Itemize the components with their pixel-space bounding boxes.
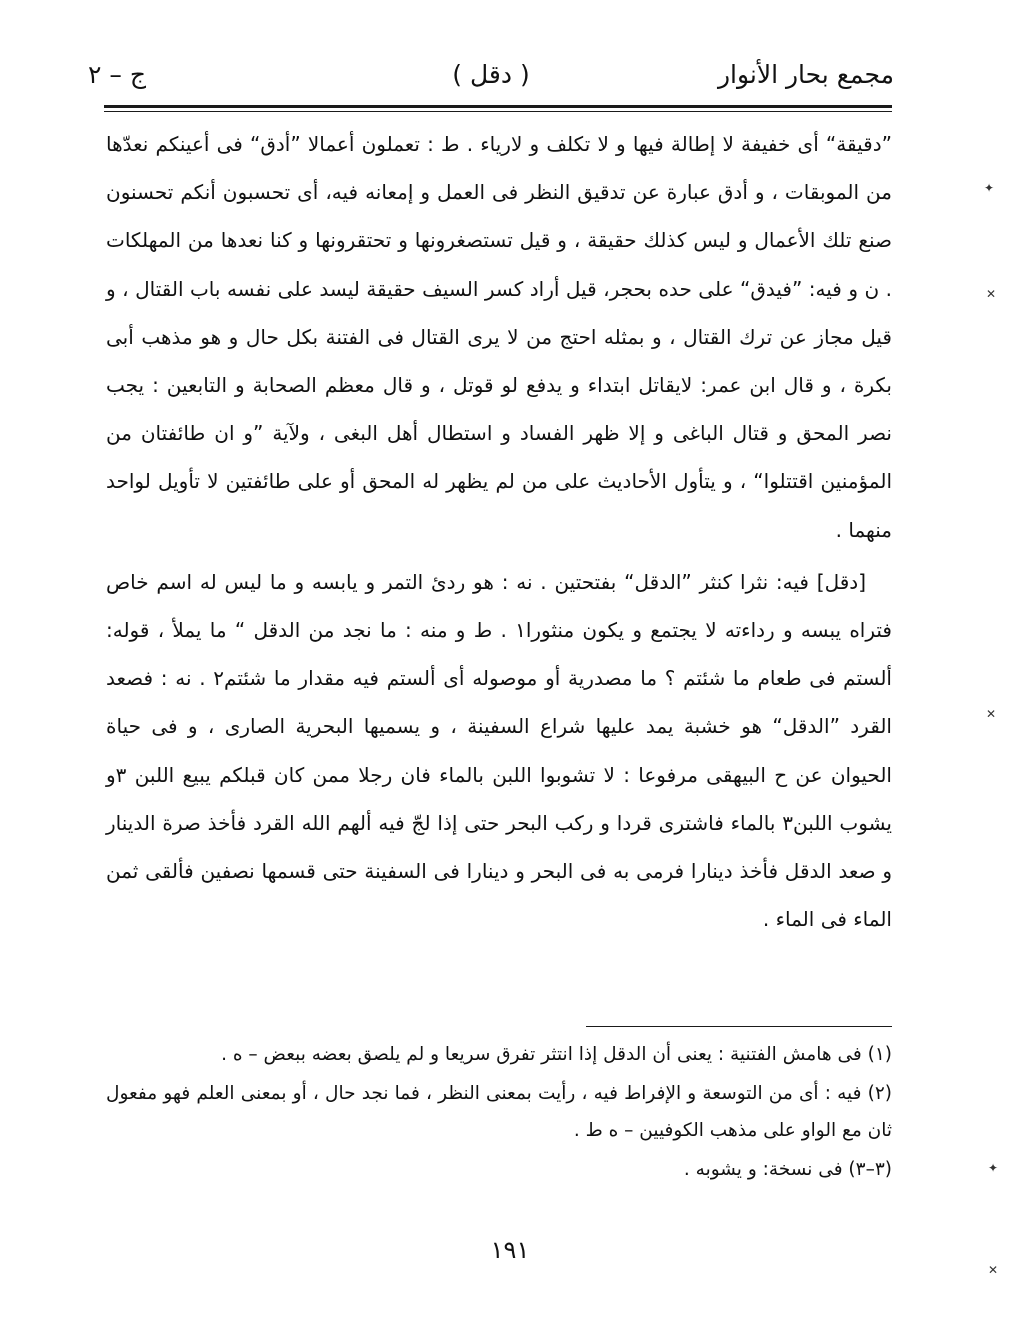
margin-mark-icon: ✕ bbox=[988, 1263, 999, 1277]
footnote-1: (١) فى هامش الفتنية : يعنى أن الدقل إذا انتثر تفرق سريعا و لم يلصق بعضه ببعض – ه . bbox=[221, 1044, 892, 1065]
paragraph-daqiqa: ”دقيقة“ أى خفيفة لا إطالة فيها و لا تكلف و لارياء . ط : تعملون أعمالا ”أدق“ فى أعينكم نعدّها من الموبقات ، و أدق عبارة عن تدقيق النظر فى العمل و إمعانه فيه، أى تحسبون أنكم تحسنون صنع تلك الأعمال و ليس كذلك حقيقة ، و قيل تستصغرونها و تحتقرونها و كنا نعدها من المهلكات . ن و فيه: ”فيدق“ على حده بحجر، قيل أراد كسر السيف حقيقة ليسد على نفسه باب القتال ، و قيل مجاز عن ترك القتال ، و بمثله احتج من لا يرى القتال فى الفتنة بكل حال و هو مذهب أبى بكرة ، و قال ابن عمر: لايقاتل ابتداء و يدفع لو قوتل ، و قال معظم الصحابة و التابعين : يجب نصر المحق و قتال الباغى و إلا ظهر الفساد و استطال أهل البغى ، ولآية ”و ان طائفتان من المؤمنين اقتتلوا“ ، و يتأول الأحاديث على من لم يظهر له المحق أو على طائفتين لا تأويل لواحد منهما . bbox=[106, 132, 892, 542]
header-rule-thin bbox=[104, 111, 892, 112]
book-title: مجمع بحار الأنوار bbox=[717, 60, 894, 89]
footnote-separator bbox=[586, 1026, 892, 1027]
margin-mark-icon: ✦ bbox=[984, 181, 995, 195]
header-rule-thick bbox=[104, 105, 892, 108]
entry-title: ( دقل ) bbox=[452, 60, 530, 89]
main-text bbox=[106, 120, 892, 943]
paragraph-daqal: [دقل] فيه: نثرا كنثر ”الدقل“ بفتحتين . نه : هو ردئ التمر و يابسه و ما ليس له اسم خاص فتراه يبسه و رداءته لا يجتمع و يكون منثورا١ . ط و منه : ما نجد من الدقل “ ما يملأ ، قوله: ألستم فى طعام ما شئتم ؟ ما مصدرية أو موصوله أى ألستم فيه مقدار ما شئتم٢ . نه : فصعد القرد ”الدقل“ هو خشبة يمد عليها شراع السفينة ، و يسميها البحرية الصارى ، و فى حياة الحيوان عن ح البيهقى مرفوعا : لا تشوبوا اللبن بالماء فان رجلا ممن كان قبلكم يبيع اللبن ٣و يشوب اللبن٣ بالماء فاشترى قردا و ركب البحر حتى إذا لجّ فيه ألهم الله القرد فأخذ صرة الدينار و صعد الدقل فأخذ دينارا فرمى به فى البحر و دينارا فى السفينة حتى قسمها نصفين فألقى ثمن الماء فى الماء . bbox=[106, 569, 892, 932]
margin-mark-icon: ✕ bbox=[986, 707, 997, 721]
running-header bbox=[88, 52, 894, 98]
footnote-2: (٢) فيه : أى من التوسعة و الإفراط فيه ، رأيت بمعنى النظر ، فما نجد حال ، أو بمعنى العلم فهو مفعول ثان مع الواو على مذهب الكوفيين – ه ط . bbox=[106, 1083, 892, 1141]
page-number: ١٩١ bbox=[490, 1236, 530, 1264]
footnotes bbox=[106, 1036, 892, 1190]
footnote-3: (٣–٣) فى نسخة: و يشوبه . bbox=[683, 1159, 892, 1180]
volume-number: ج – ٢ bbox=[88, 60, 146, 89]
margin-mark-icon: ✦ bbox=[988, 1161, 999, 1175]
margin-mark-icon: ✕ bbox=[986, 287, 997, 301]
